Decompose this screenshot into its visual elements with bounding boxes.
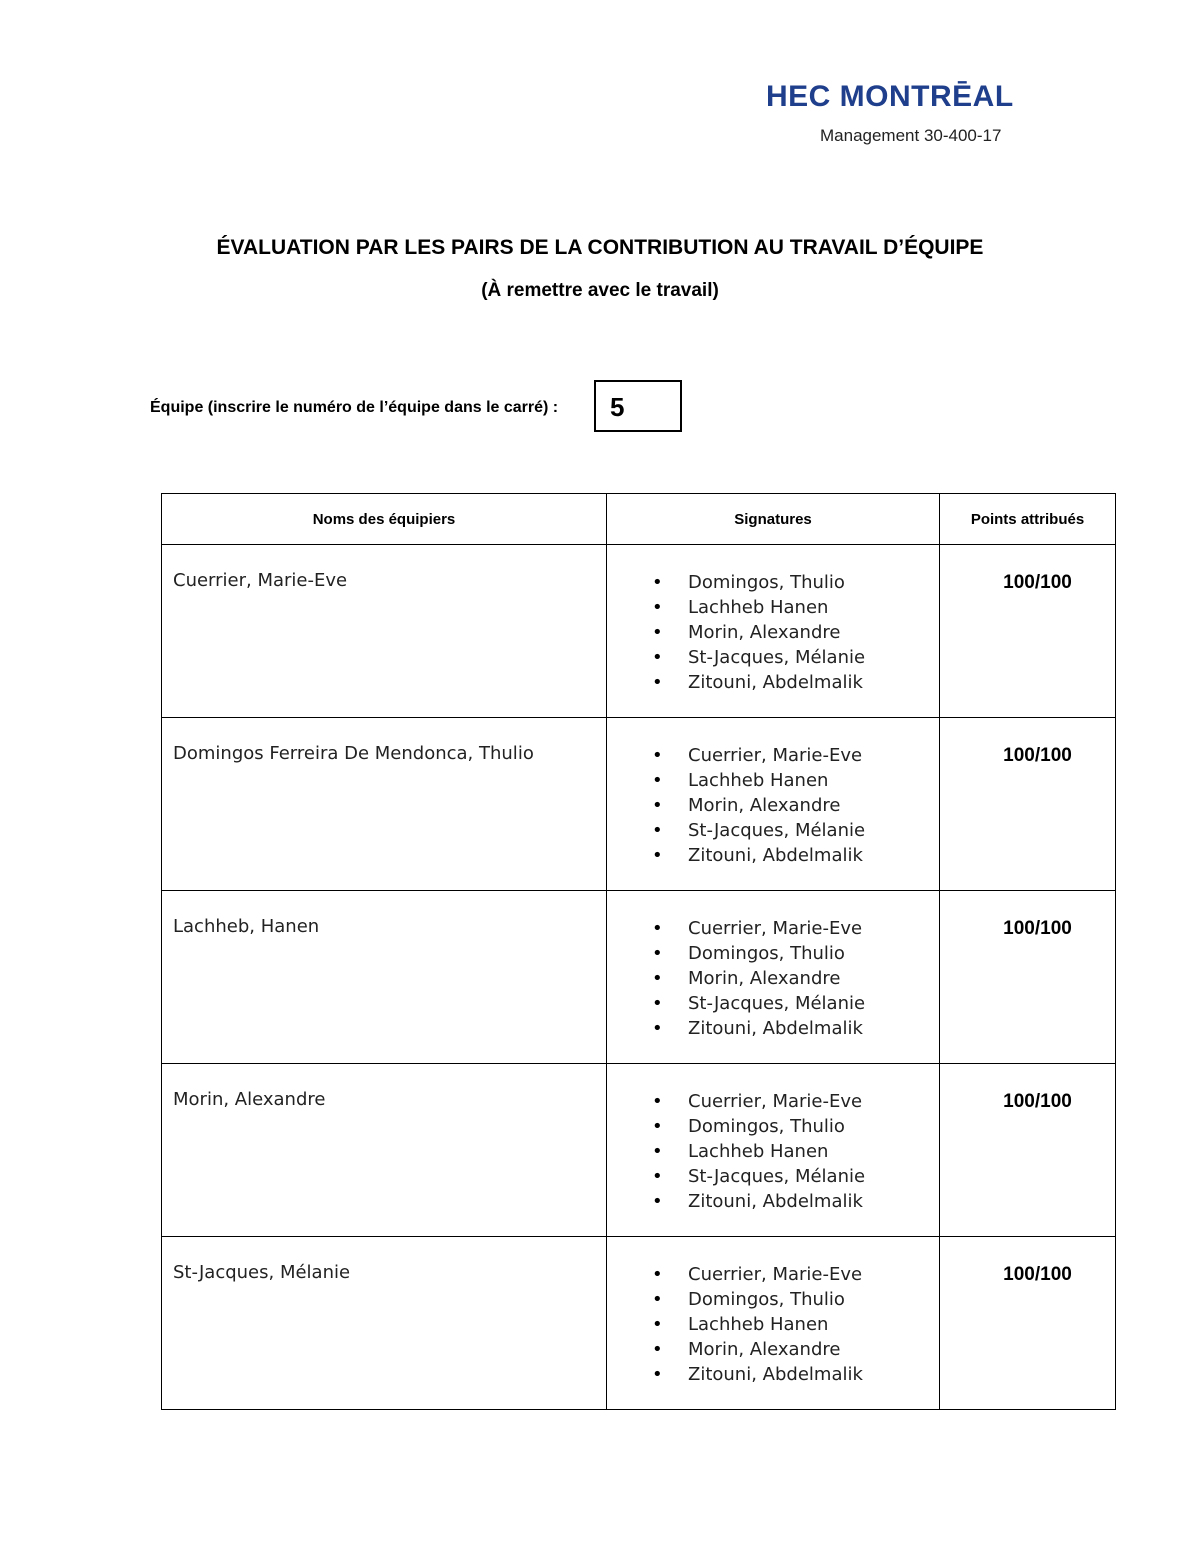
signature-item: • Morin, Alexandre bbox=[688, 966, 938, 991]
column-header-names: Noms des équipiers bbox=[162, 494, 607, 545]
column-header-points: Points attribués bbox=[940, 494, 1116, 545]
member-name-cell bbox=[162, 718, 607, 891]
table-row bbox=[162, 891, 1116, 1064]
signature-item: • St-Jacques, Mélanie bbox=[688, 1164, 938, 1189]
signature-item: • Cuerrier, Marie-Eve bbox=[688, 743, 938, 768]
signature-item: • Cuerrier, Marie-Eve bbox=[688, 1089, 938, 1114]
signature-list bbox=[608, 1089, 938, 1214]
signature-item: • Domingos, Thulio bbox=[688, 1287, 938, 1312]
signature-item: • Lachheb Hanen bbox=[688, 595, 938, 620]
member-name: Cuerrier, Marie-Eve bbox=[173, 570, 348, 591]
points-value: 100/100 bbox=[1003, 1264, 1072, 1285]
team-number-label: Équipe (inscrire le numéro de l’équipe dans le carré) : bbox=[150, 399, 559, 416]
signatures-cell bbox=[607, 1064, 940, 1237]
signature-item: • Domingos, Thulio bbox=[688, 570, 938, 595]
signature-list bbox=[608, 743, 938, 868]
points-cell bbox=[940, 891, 1116, 1064]
column-header-signatures: Signatures bbox=[607, 494, 940, 545]
signature-item: • Zitouni, Abdelmalik bbox=[688, 843, 938, 868]
points-cell bbox=[940, 1064, 1116, 1237]
points-cell bbox=[940, 545, 1116, 718]
table-row bbox=[162, 545, 1116, 718]
points-cell bbox=[940, 1237, 1116, 1410]
signature-item: • Morin, Alexandre bbox=[688, 793, 938, 818]
member-name-cell bbox=[162, 891, 607, 1064]
signature-item: • St-Jacques, Mélanie bbox=[688, 645, 938, 670]
member-name: St-Jacques, Mélanie bbox=[173, 1262, 351, 1283]
member-name: Lachheb, Hanen bbox=[173, 916, 320, 937]
course-code: Management 30-400-17 bbox=[820, 126, 1002, 145]
document-subtitle: (À remettre avec le travail) bbox=[481, 280, 719, 301]
document-title: ÉVALUATION PAR LES PAIRS DE LA CONTRIBUTION AU TRAVAIL D’ÉQUIPE bbox=[216, 236, 984, 259]
signatures-cell bbox=[607, 1237, 940, 1410]
member-name-cell bbox=[162, 1064, 607, 1237]
signature-item: • Morin, Alexandre bbox=[688, 1337, 938, 1362]
member-name: Morin, Alexandre bbox=[173, 1089, 326, 1110]
signature-item: • Cuerrier, Marie-Eve bbox=[688, 1262, 938, 1287]
member-name-cell bbox=[162, 545, 607, 718]
signatures-cell bbox=[607, 718, 940, 891]
signature-item: • Zitouni, Abdelmalik bbox=[688, 670, 938, 695]
signature-item: • Lachheb Hanen bbox=[688, 1139, 938, 1164]
signature-item: • Cuerrier, Marie-Eve bbox=[688, 916, 938, 941]
team-number-box: 5 bbox=[594, 380, 682, 432]
signatures-cell bbox=[607, 891, 940, 1064]
points-value: 100/100 bbox=[1003, 745, 1072, 766]
signature-item: • Zitouni, Abdelmalik bbox=[688, 1189, 938, 1214]
table-row bbox=[162, 1237, 1116, 1410]
signatures-cell bbox=[607, 545, 940, 718]
signature-item: • Domingos, Thulio bbox=[688, 941, 938, 966]
table-row bbox=[162, 718, 1116, 891]
peer-evaluation-table bbox=[161, 493, 1116, 1410]
points-value: 100/100 bbox=[1003, 918, 1072, 939]
table-header-row bbox=[162, 494, 1116, 545]
member-name: Domingos Ferreira De Mendonca, Thulio bbox=[173, 743, 534, 764]
signature-item: • Lachheb Hanen bbox=[688, 768, 938, 793]
signature-item: • Domingos, Thulio bbox=[688, 1114, 938, 1139]
points-cell bbox=[940, 718, 1116, 891]
member-name-cell bbox=[162, 1237, 607, 1410]
signature-item: • Morin, Alexandre bbox=[688, 620, 938, 645]
signature-item: • Lachheb Hanen bbox=[688, 1312, 938, 1337]
signature-item: • St-Jacques, Mélanie bbox=[688, 991, 938, 1016]
points-value: 100/100 bbox=[1003, 572, 1072, 593]
table-row bbox=[162, 1064, 1116, 1237]
signature-list bbox=[608, 1262, 938, 1387]
signature-list bbox=[608, 916, 938, 1041]
hec-montreal-logo: HEC MONTRĒAL bbox=[766, 80, 1014, 113]
points-value: 100/100 bbox=[1003, 1091, 1072, 1112]
signature-list bbox=[608, 570, 938, 695]
signature-item: • Zitouni, Abdelmalik bbox=[688, 1362, 938, 1387]
signature-item: • St-Jacques, Mélanie bbox=[688, 818, 938, 843]
signature-item: • Zitouni, Abdelmalik bbox=[688, 1016, 938, 1041]
